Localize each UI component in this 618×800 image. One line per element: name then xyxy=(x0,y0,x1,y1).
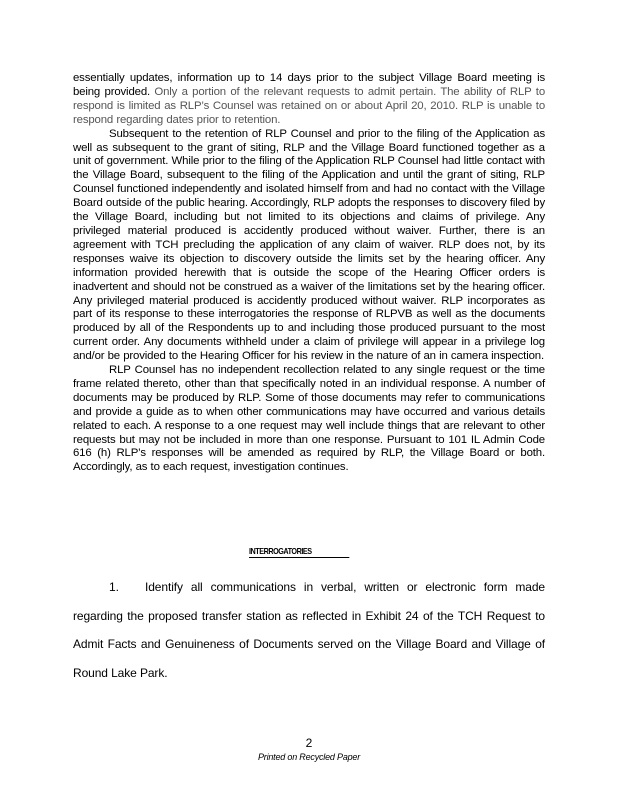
paragraph-recollection: RLP Counsel has no independent recollection related to any single request or the time frame related thereto, other than that specifically noted in an individual response. A number of documents may be produced by RLP. Some of those documents may refer to communications and provide a guide as to when other communications may have occurred and various details related to each. A response to a one request may well include things that are relevant to other requests but may not be included in more than one response. Pursuant to 101 IL Admin Code 616 (h) RLP’s responses will be amended as required by RLP, the Village Board or both. Accordingly, as to each request, investigation continues. xyxy=(73,364,545,474)
interrogatory-text: Identify all communications in verbal, written or electronic form made regarding the proposed transfer station as reflected in Exhibit 24 of the TCH Request to Admit Facts and Genuineness of Documents served on the Village Board and Village of Round Lake Park. xyxy=(73,580,545,680)
document-body xyxy=(73,72,545,475)
paragraph-intro xyxy=(73,72,545,128)
intro-line-2: is being provided. xyxy=(73,72,546,98)
footer-recycled: Printed on Recycled Paper xyxy=(257,752,361,762)
intro-continuation: Only a portion of the relevant requests to admit pertain. The ability of RLP to respond is limited as RLP’s Counsel was retained on or about April 20, 2010. RLP is unable to respond regarding dates prior to retention. xyxy=(73,85,545,126)
page-number: 2 xyxy=(305,736,313,750)
interrogatory-1 xyxy=(73,573,545,687)
intro-line-1: essentially updates, information up to 14 days prior to the subject Village Board meeting xyxy=(73,72,532,84)
section-heading: INTERROGATORIES xyxy=(249,546,349,558)
paragraph-retention: Subsequent to the retention of RLP Counsel and prior to the filing of the Application as well as subsequent to the grant of siting, RLP and the Village Board functioned together as a unit of government. While prior to the filing of the Application RLP Counsel had little contact with the Village Board, subsequent to the filing of the Application and until the grant of siting, RLP Counsel functioned independently and isolated himself from and had no contact with the Village Board outside of the public hearing. Accordingly, RLP adopts the responses to discovery filed by the Village Board, including but not limited to its objections and claims of privilege. Any privileged material produced is accidently produced without waiver. Further, there is an agreement with TCH precluding the application of any claim of waiver. RLP does not, by its responses waive its objection to discovery outside the limits set by the hearing officer. Any information provided herewith that is outside the scope of the Hearing Officer orders is inadvertent and should not be construed as a waiver of the limitations set by the hearing officer. Any privileged material produced is accidently produced without waiver. RLP incorporates as part of its response to these interrogatories the response of RLPVB as well as the documents produced by all of the Respondents up to and including those produced pursuant to the most current order. Any documents withheld under a claim of privilege will appear in a privilege log and/or be provided to the Hearing Officer for his review in the nature of an in camera inspection. xyxy=(73,127,545,363)
interrogatory-number: 1. xyxy=(109,580,119,594)
